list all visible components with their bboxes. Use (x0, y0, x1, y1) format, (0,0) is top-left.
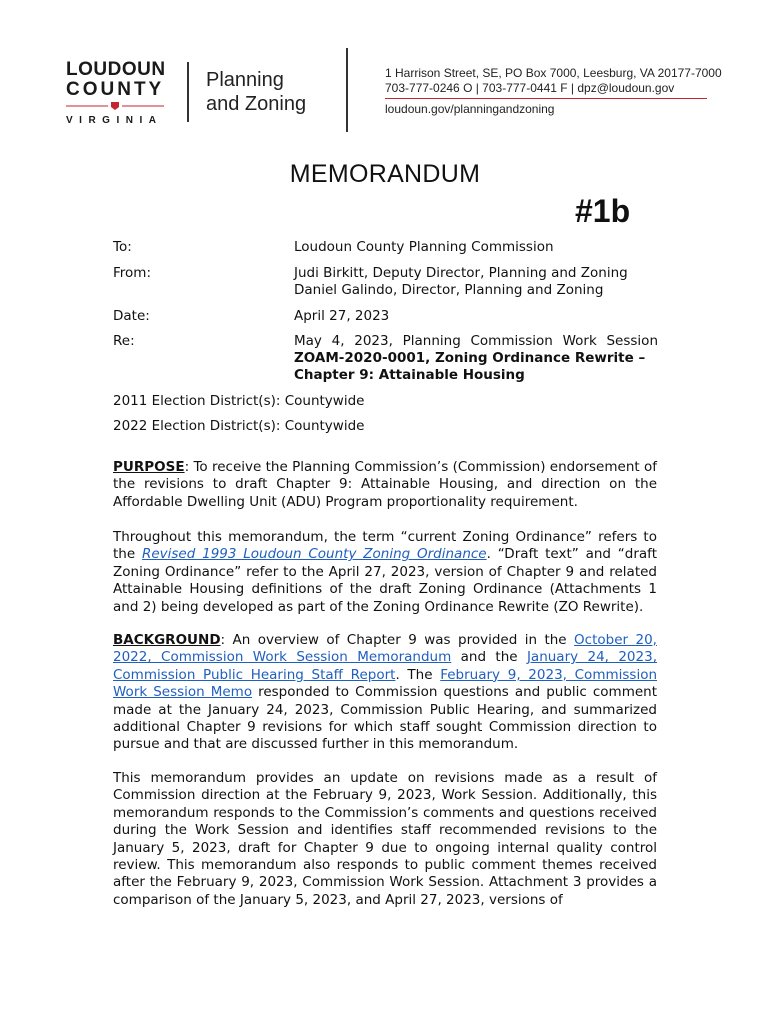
county-name-line2: COUNTY (66, 79, 165, 100)
department-name (206, 68, 306, 116)
from-line1: Judi Birkitt, Deputy Director, Planning and Zoning (294, 265, 628, 281)
letterhead-divider (187, 62, 189, 122)
department-line2: and Zoning (206, 93, 307, 115)
date-label: Date: (113, 308, 150, 324)
background-text-4: responded to Commission questions and public comment made at the January 24, 2023, Commission Public Hearing, and summarized additional Chapter 9 revisions for which staff sought Commission direction to pursue and that are discussed further in this memorandum. (113, 684, 657, 753)
county-name-line1: LOUDOUN (66, 59, 166, 80)
purpose-paragraph (113, 459, 657, 511)
background-paragraph (113, 632, 657, 754)
from-label: From: (113, 265, 151, 281)
from-line2: Daniel Galindo, Director, Planning and Zoning (294, 282, 604, 298)
definitions-text-1: Throughout this memorandum, the term “current Zoning Ordinance” refers to the (113, 529, 657, 563)
contact-rule (385, 98, 707, 99)
election-district-2022: 2022 Election District(s): Countywide (113, 418, 365, 434)
phone-email-line: 703-777-0246 O | 703-777-0441 F | dpz@loudoun.gov (385, 81, 675, 95)
county-logo (66, 60, 166, 128)
department-line1: Planning (206, 69, 284, 91)
date-value: April 27, 2023 (294, 308, 390, 324)
county-seal-rule-icon (66, 102, 164, 110)
re-label: Re: (113, 333, 135, 349)
purpose-label: PURPOSE (113, 459, 185, 475)
background-text-1: : An overview of Chapter 9 was provided in the (220, 632, 575, 648)
definitions-paragraph (113, 529, 657, 616)
re-line2: ZOAM-2020-0001, Zoning Ordinance Rewrite – (294, 350, 646, 366)
county-name-line3: VIRGINIA (66, 115, 163, 126)
election-district-2011: 2011 Election District(s): Countywide (113, 393, 365, 409)
background-text-2: and the (451, 649, 527, 666)
background-text-3: . The (395, 666, 441, 683)
to-label: To: (113, 239, 132, 255)
update-paragraph: This memorandum provides an update on revisions made as a result of Commission direction at the February 9, 2023, Work Session. Additionally, this memorandum responds to the Commission’s comments and questions received during the Work Session and identifies staff recommended revisions to the January 5, 2023, draft for Chapter 9 due to ongoing internal quality control review. This memorandum also responds to public comment themes received after the February 9, 2023, Commission Work Session. Attachment 3 provides a comparison of the January 5, 2023, and April 27, 2023, versions of (113, 770, 657, 908)
february-work-session-link[interactable]: February 9, 2023, Commission Work Session Memo (113, 666, 658, 701)
address-line: 1 Harrison Street, SE, PO Box 7000, Leesburg, VA 20177-7000 (385, 66, 722, 80)
january-staff-report-link[interactable]: January 24, 2023, Commission Public Hearing Staff Report (113, 649, 657, 683)
to-value: Loudoun County Planning Commission (294, 239, 554, 255)
re-line3: Chapter 9: Attainable Housing (294, 367, 525, 383)
background-label: BACKGROUND (113, 632, 221, 648)
re-value (294, 333, 658, 384)
agenda-item-tag: #1b (575, 193, 631, 229)
re-line1: May 4, 2023, Planning Commission Work Session (294, 333, 658, 349)
from-value (294, 265, 658, 299)
definitions-text-2: . “Draft text” and “draft Zoning Ordinance” refer to the April 27, 2023, version of Chapter 9 and related Attainable Housing definitions of the draft Zoning Ordinance (Attachments 1 and 2) being developed as part of the Zoning Ordinance Rewrite (ZO Rewrite). (113, 546, 657, 615)
memo-title: MEMORANDUM (289, 160, 481, 188)
purpose-text: : To receive the Planning Commission’s (Commission) endorsement of the revisions to draft Chapter 9: Attainable Housing, and direction on the Affordable Dwelling Unit (ADU) Program proportionality requirement. (113, 459, 657, 510)
website-line: loudoun.gov/planningandzoning (385, 102, 555, 116)
letterhead-divider (346, 48, 348, 132)
october-work-session-link[interactable]: October 20, 2022, Commission Work Session Memorandum (113, 632, 657, 666)
current-zoning-ordinance-link[interactable]: Revised 1993 Loudoun County Zoning Ordinance (141, 546, 487, 563)
contact-block (385, 66, 722, 117)
